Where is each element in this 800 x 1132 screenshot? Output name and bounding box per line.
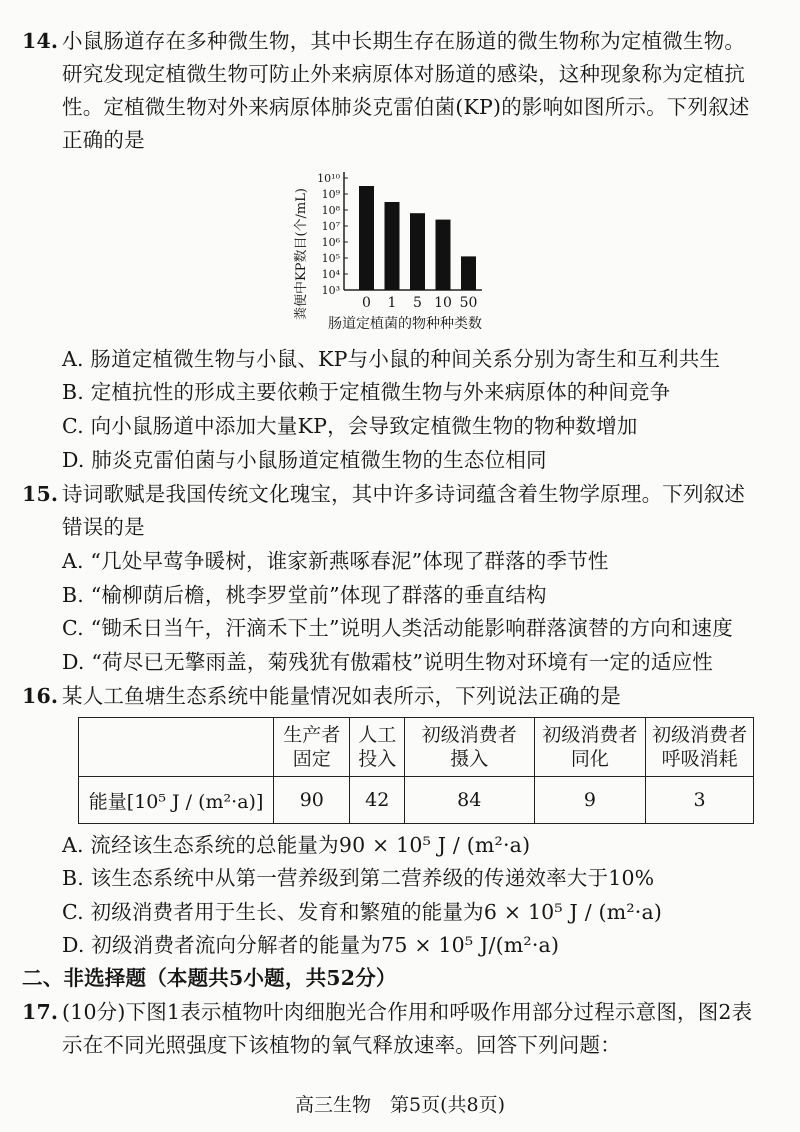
page-footer: 高三生物 第5页(共8页) bbox=[294, 1094, 505, 1116]
x-tick-label: 10 bbox=[434, 295, 452, 311]
q16-option-a: A. 流经该生态系统的总能量为90 × 10⁵ J / (m²·a) bbox=[62, 833, 531, 857]
y-tick-label: 10⁷ bbox=[321, 220, 340, 233]
q15-option-c: C. “锄禾日当午，汗滴禾下土”说明人类活动能影响群落演替的方向和速度 bbox=[62, 616, 733, 640]
q17-stem-line-2: 示在不同光照强度下该植物的氧气释放速率。回答下列问题： bbox=[62, 1033, 621, 1057]
y-tick-label: 10⁸ bbox=[321, 204, 340, 217]
x-tick-label: 50 bbox=[459, 295, 478, 311]
cell-primary-intake: 84 bbox=[405, 777, 535, 824]
cell-primary-respiration: 3 bbox=[646, 777, 754, 824]
q15-option-a: A. “几处早莺争暖树，谁家新燕啄春泥”体现了群落的季节性 bbox=[62, 549, 609, 573]
bar-1 bbox=[385, 202, 400, 290]
th-artificial-input: 人工 投入 bbox=[350, 718, 405, 777]
row-label-energy: 能量[10⁵ J / (m²·a)] bbox=[79, 777, 274, 824]
q14-stem-line-2: 研究发现定植微生物可防止外来病原体对肠道的感染，这种现象称为定植抗 bbox=[62, 62, 746, 86]
th-primary-intake: 初级消费者 摄入 bbox=[405, 718, 535, 777]
cell-primary-assimilation: 9 bbox=[534, 777, 646, 824]
q14-option-d: D. 肺炎克雷伯菌与小鼠肠道定植微生物的生态位相同 bbox=[62, 448, 547, 472]
q17-number: 17. bbox=[22, 1000, 59, 1024]
q14-option-a: A. 肠道定植微生物与小鼠、KP与小鼠的种间关系分别为寄生和互利共生 bbox=[62, 347, 721, 371]
x-tick-label: 1 bbox=[387, 295, 397, 311]
y-tick-label: 10⁶ bbox=[321, 236, 340, 249]
q15-number: 15. bbox=[22, 482, 59, 506]
th-primary-assimilation: 初级消费者 同化 bbox=[534, 718, 646, 777]
th-producer: 生产者 固定 bbox=[274, 718, 350, 777]
cell-producer: 90 bbox=[274, 777, 350, 824]
y-tick-label: 10¹⁰ bbox=[317, 172, 340, 185]
q16-option-b: B. 该生态系统中从第一营养级到第二营养级的传递效率大于10% bbox=[62, 866, 655, 890]
q14-stem-line-3: 性。定植微生物对外来病原体肺炎克雷伯菌(KP)的影响如图所示。下列叙述 bbox=[62, 95, 750, 119]
q17-stem-line-1: (10分)下图1表示植物叶肉细胞光合作用和呼吸作用部分过程示意图，图2表 bbox=[62, 1000, 753, 1024]
q14-option-b: B. 定植抗性的形成主要依赖于定植微生物与外来病原体的种间竞争 bbox=[62, 380, 671, 404]
y-tick-label: 10⁹ bbox=[321, 188, 340, 201]
chart-x-label: 肠道定植菌的物种种类数 bbox=[328, 316, 482, 332]
q14-number: 14. bbox=[22, 29, 59, 53]
chart-y-label: 粪便中KP数目(个/mL) bbox=[294, 188, 309, 320]
y-tick-label: 10⁴ bbox=[321, 268, 340, 281]
kp-bar-chart bbox=[282, 160, 562, 338]
q16-option-d: D. 初级消费者流向分解者的能量为75 × 10⁵ J/(m²·a) bbox=[62, 933, 560, 957]
q14-stem-line-1: 小鼠肠道存在多种微生物，其中长期生存在肠道的微生物称为定植微生物。 bbox=[62, 29, 746, 53]
energy-table bbox=[78, 717, 754, 824]
y-tick-label: 10⁵ bbox=[321, 252, 340, 265]
q15-option-b: B. “榆柳荫后檐，桃李罗堂前”体现了群落的垂直结构 bbox=[62, 583, 547, 607]
q16-stem: 某人工鱼塘生态系统中能量情况如表所示，下列说法正确的是 bbox=[62, 684, 621, 708]
table-corner-cell bbox=[79, 718, 274, 777]
th-primary-respiration: 初级消费者 呼吸消耗 bbox=[646, 718, 754, 777]
q14-stem-line-4: 正确的是 bbox=[62, 128, 145, 152]
q14-option-c: C. 向小鼠肠道中添加大量KP，会导致定植微生物的物种数增加 bbox=[62, 414, 638, 438]
q15-option-d: D. “荷尽已无擎雨盖，菊残犹有傲霜枝”说明生物对环境有一定的适应性 bbox=[62, 650, 713, 674]
q15-stem-line-2: 错误的是 bbox=[62, 515, 145, 539]
bar-0 bbox=[359, 186, 374, 290]
bar-5 bbox=[410, 213, 425, 290]
q15-stem-line-1: 诗词歌赋是我国传统文化瑰宝，其中许多诗词蕴含着生物学原理。下列叙述 bbox=[62, 482, 746, 506]
cell-artificial-input: 42 bbox=[350, 777, 405, 824]
x-tick-label: 5 bbox=[413, 295, 422, 311]
x-tick-label: 0 bbox=[362, 295, 371, 311]
section-2-heading: 二、非选择题（本题共5小题，共52分） bbox=[22, 966, 397, 990]
y-tick-label: 10³ bbox=[321, 284, 340, 297]
bar-10 bbox=[436, 220, 451, 290]
bar-50 bbox=[461, 256, 476, 290]
q16-number: 16. bbox=[22, 684, 59, 708]
q16-option-c: C. 初级消费者用于生长、发育和繁殖的能量为6 × 10⁵ J / (m²·a) bbox=[62, 900, 663, 924]
